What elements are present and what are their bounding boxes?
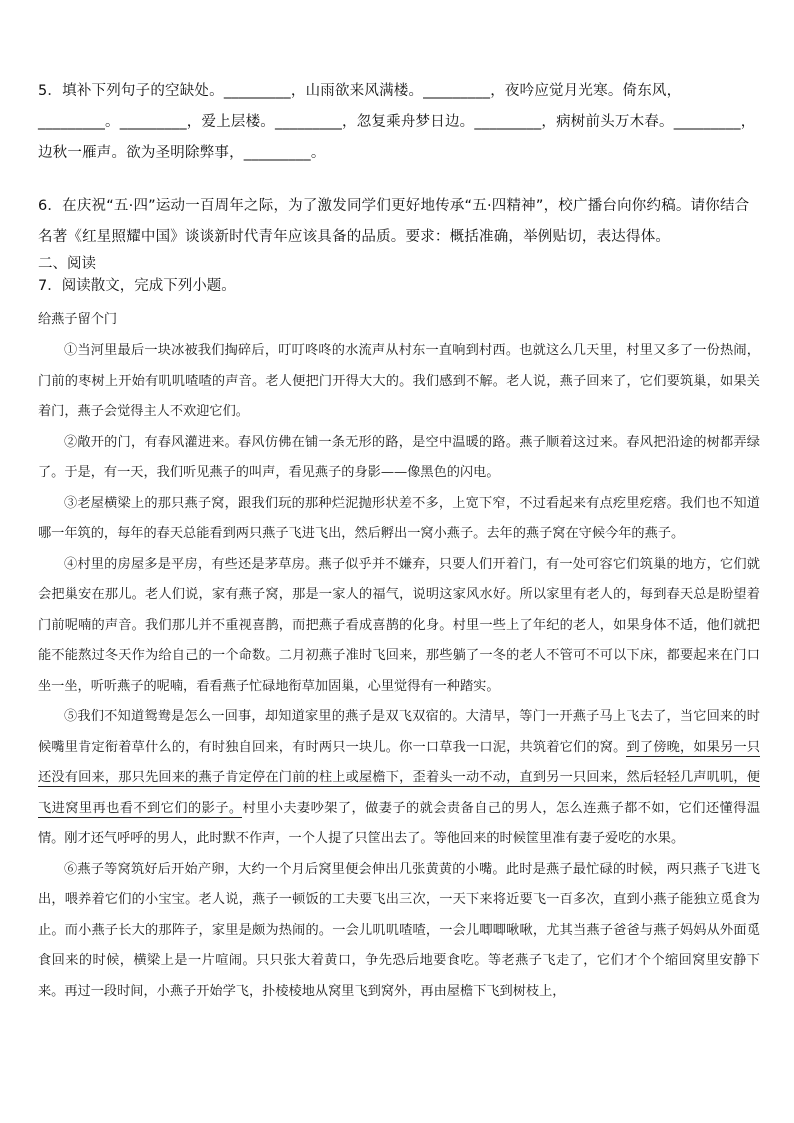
article-paragraph-2: ②敞开的门，有春风灌进来。春风仿佛在铺一条无形的路，是空中温暖的路。燕子顺着这过来。春风把沿途的树都弄绿了。于是，有一天，我们听见燕子的叫声，看见燕子的身影——像黑色的闪电。 [38,434,760,480]
underlined-passage: 到了傍晚，如果另一只还没有回来，那只先回来的燕子肯定停在门前的柱上或屋檐下，歪着头一动不动，直到另一只回来，然后轻轻几声叽叽，便飞进窝里再也看不到它们的影子。 [38,739,761,816]
paragraph-5-tail: 村里小夫妻吵架了，做妻子的就会责备自己的男人，怎么连燕子都不如，它们还懂得温情。刚才还气呼呼的男人，此时默不作声，一个人提了只筐出去了。等他回来的时候筐里准有妻子爱吃的水果。 [38,800,761,846]
paragraph-5-lead: ⑤我们不知道鸳鸯是怎么一回事，却知道家里的燕子是双飞双宿的。大清早，等门一开燕子马上飞去了，当它回来的时候嘴里肯定衔着草什么的，有时独自回来，有时两只一块儿。你一口草我一口泥，共筑着它们的窝。 [38,709,760,755]
article-paragraph-5 [38,702,760,855]
article-paragraph-4: ④村里的房屋多是平房，有些还是茅草房。燕子似乎并不嫌弃，只要人们开着门，有一处可容它们筑巢的地方，它们就会把巢安在那儿。老人们说，家有燕子窝，那是一家人的福气，说明这家风水好。所以家里有老人的，每到春天总是盼望着门前呢喃的声音。我们那儿并不重视喜鹊，而把燕子看成喜鹊的化身。村里一些上了年纪的老人，如果身体不适，他们就把能不能熬过冬天作为给自己的一个命数。二月初燕子准时飞回来，那些躺了一冬的老人不管可不可以下床，都要起来在门口坐一坐，听听燕子的呢喃，看看燕子忙碌地衔草加固巢，心里觉得有一种踏实。 [38,556,760,694]
question-7: 7．阅读散文，完成下列小题。 [38,278,236,294]
question-5: 5．填补下列句子的空缺处。_________，山雨欲来风满楼。_________，夜吟应觉月光寒。倚东风，_________。_________，爱上层楼。_________，忽复乘舟梦日边。_________，病树前头万木春。_________，边秋一雁声。欲为圣明除弊事，_________。 [38,83,756,161]
section-heading-reading: 二、阅读 [38,256,96,272]
article-paragraph-6: ⑥燕子等窝筑好后开始产卵，大约一个月后窝里便会伸出几张黄黄的小嘴。此时是燕子最忙碌的时候，两只燕子飞进飞出，喂养着它们的小宝宝。老人说，燕子一顿饭的工夫要飞出三次，一天下来将近要飞一百多次，直到小燕子能独立觅食为止。而小燕子长大的那阵子，家里是颇为热闹的。一会儿叽叽喳喳，一会儿唧唧啾啾，尤其当燕子爸爸与燕子妈妈从外面觅食回来的时候，横梁上是一片喧闹。只只张大着黄口，争先恐后地要食吃。等老燕子飞走了，它们才个个缩回窝里安静下来。再过一段时间，小燕子开始学飞，扑棱棱地从窝里飞到窝外，再由屋檐下飞到树枝上， [38,861,760,999]
article-paragraph-1: ①当河里最后一块冰被我们掏碎后，叮叮咚咚的水流声从村东一直响到村西。也就这么几天里，村里又多了一份热闹，门前的枣树上开始有叽叽喳喳的声音。老人便把门开得大大的。我们感到不解。老人说，燕子回来了，它们要筑巢，如果关着门，燕子会觉得主人不欢迎它们。 [38,343,760,419]
article-title: 给燕子留个门 [38,312,118,327]
question-6: 6．在庆祝“五·四”运动一百周年之际，为了激发同学们更好地传承“五·四精神”，校广播台向你约稿。请你结合名著《红星照耀中国》谈谈新时代青年应该具备的品质。要求：概括准确，举例贴切，表达得体。 [38,198,750,245]
article-paragraph-3: ③老屋横梁上的那只燕子窝，跟我们玩的那种烂泥抛形状差不多，上宽下窄，不过看起来有点疙里疙瘩。我们也不知道哪一年筑的，每年的春天总能看到两只燕子飞进飞出，然后孵出一窝小燕子。去年的燕子窝在守候今年的燕子。 [38,495,760,541]
prose-article [38,304,760,1007]
